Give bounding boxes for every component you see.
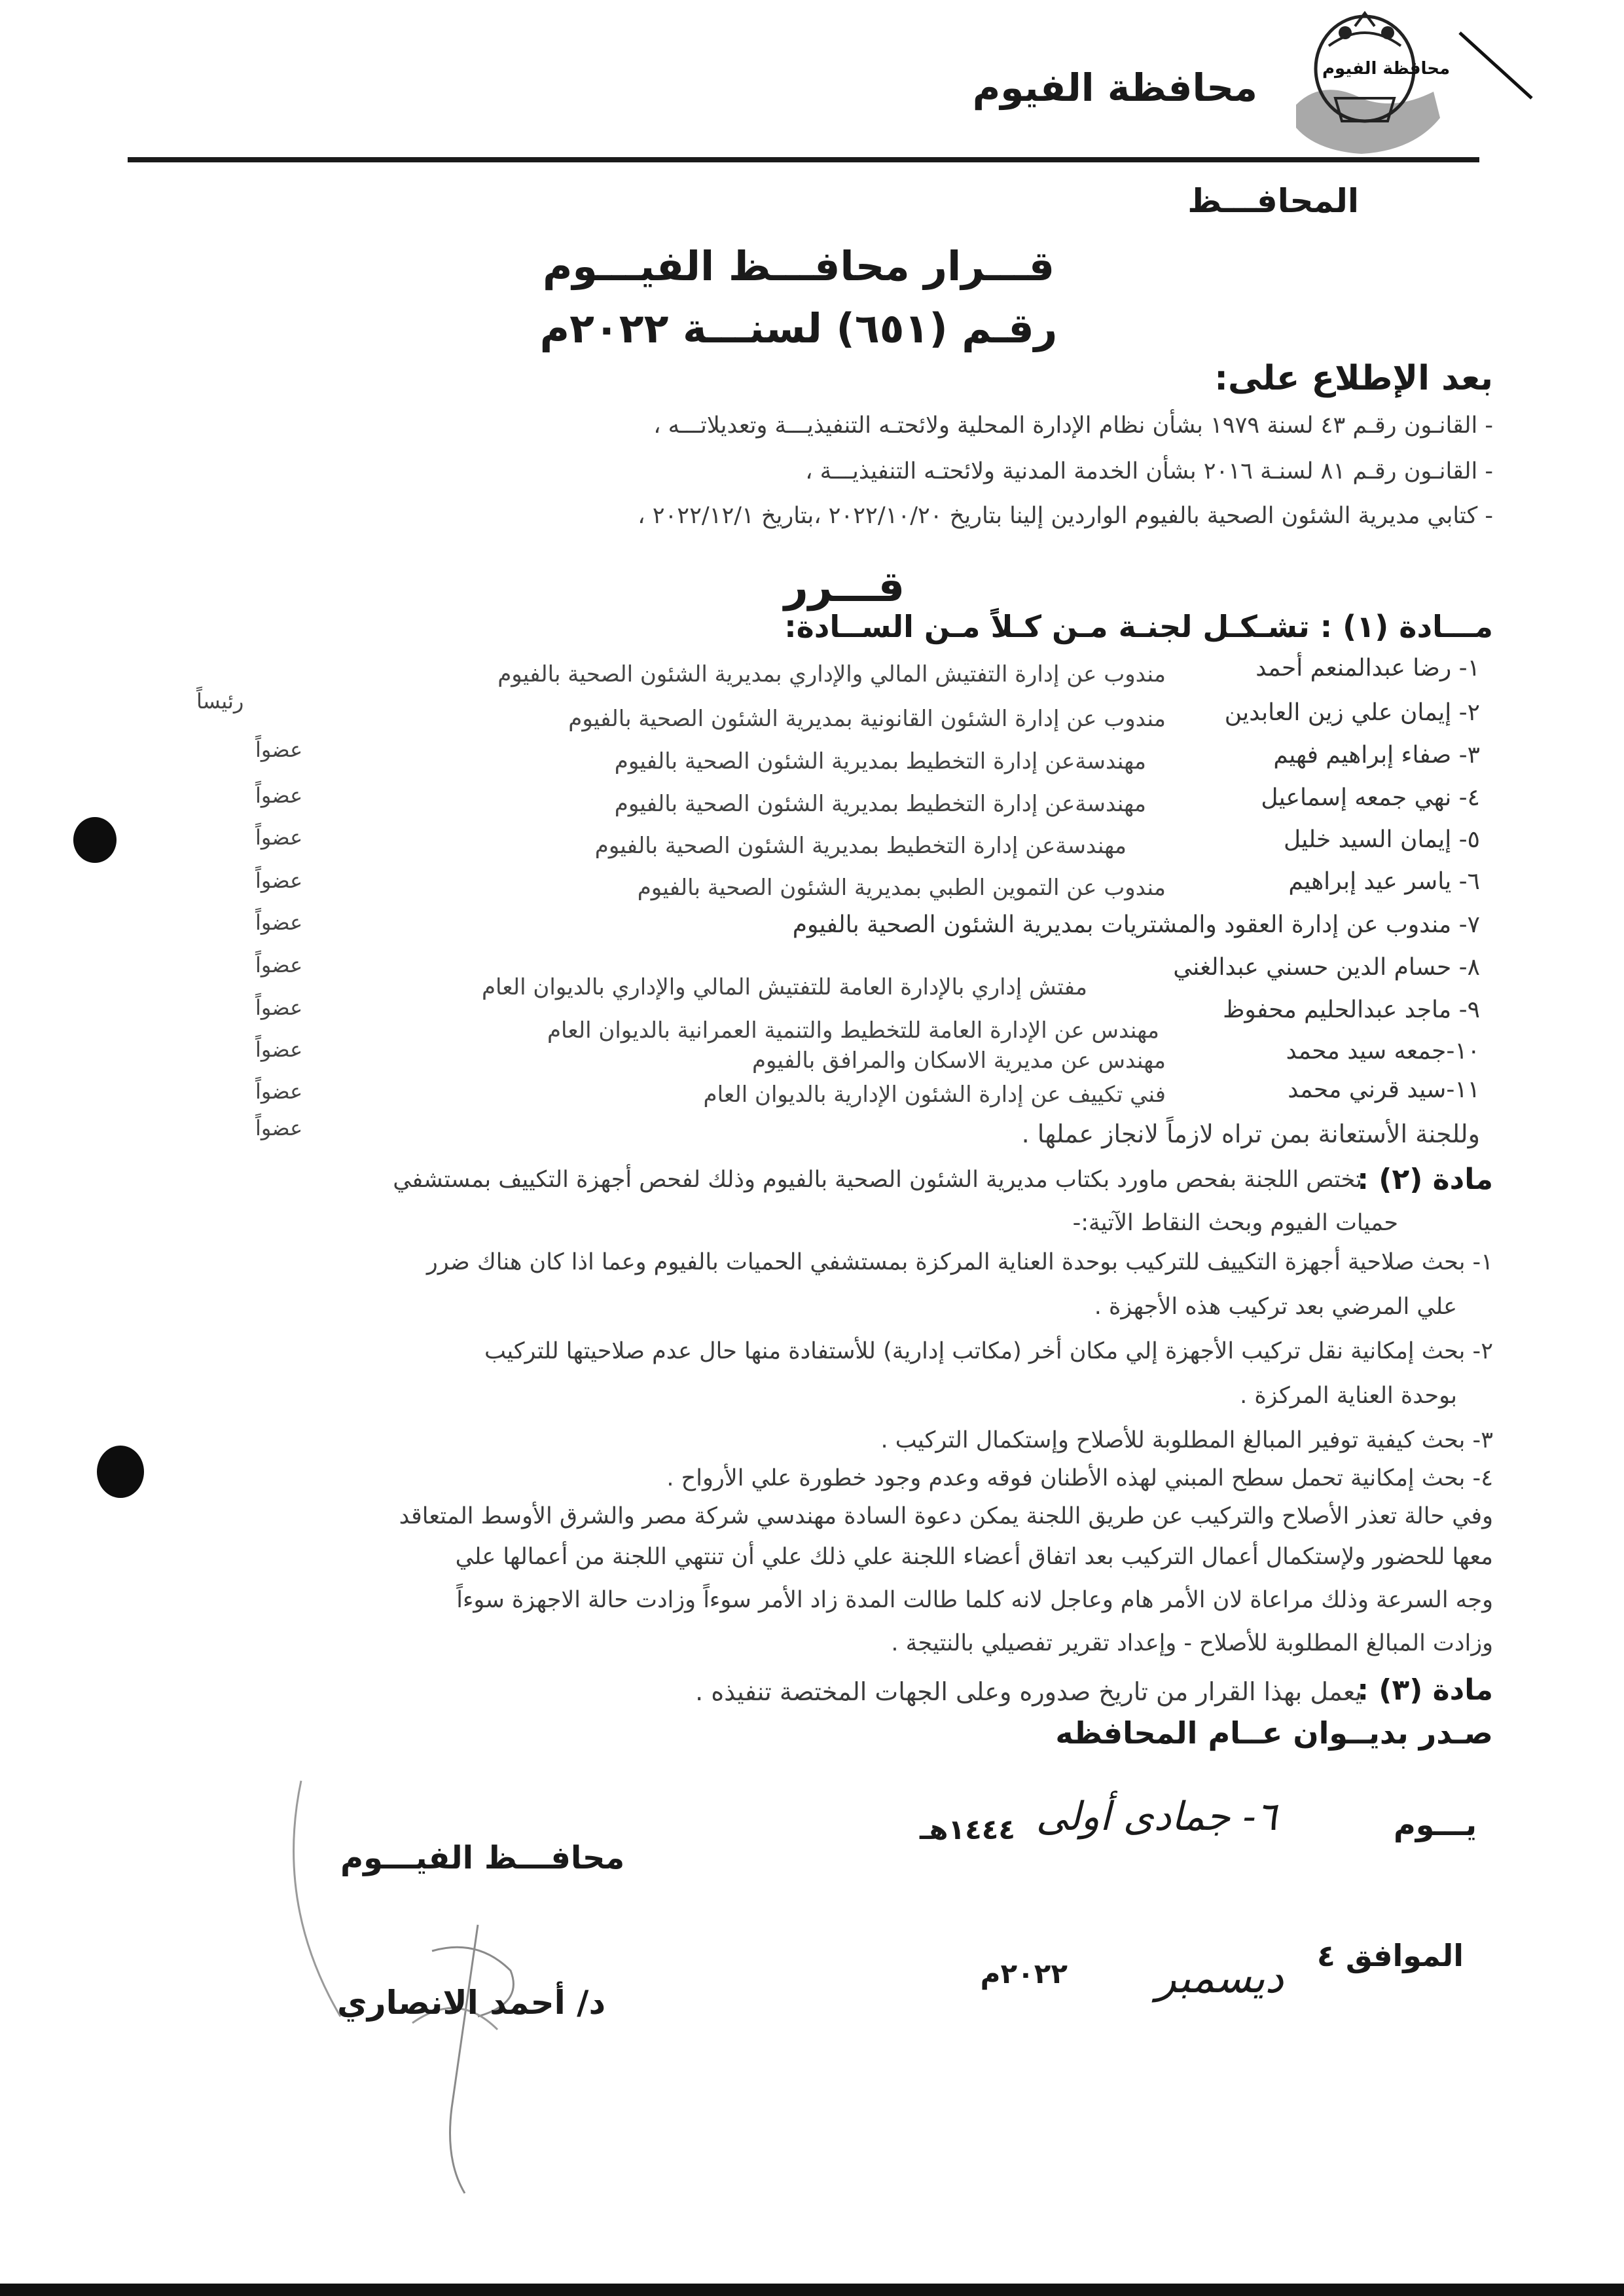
member-desc: مفتش إداري بالإدارة العامة للتفتيش المالي والإداري بالديوان العام [481,974,1087,1000]
member-role: عضواً [255,783,303,808]
member-desc: فني تكييف عن إدارة الشئون الإدارية بالديوان العام [703,1082,1166,1108]
corner-slash-mark [1453,26,1545,105]
scan-edge [0,2284,1624,2296]
punch-hole [73,817,117,863]
article1-closing: وللجنة الأستعانة بمن تراه لازماً لانجاز عملها . [1021,1120,1480,1148]
member-name: ٢- إيمان علي زين العابدين [1224,699,1480,726]
issued-at: صـدر بديــوان عــام المحافظه [1055,1715,1493,1751]
article2-text: تختص اللجنة بفحص ماورد بكتاب مديرية الشئون الصحية بالفيوم وذلك لفحص أجهزة التكييف بمستشفي [393,1167,1362,1193]
decree-title: قـــرار محافـــظ الفيـــوم [542,242,1055,290]
member-name: ١- رضا عبدالمنعم أحمد [1255,655,1480,682]
article2-heading: مادة (٢) : [1357,1163,1493,1196]
decree-number: رقـم (٦٥١) لسنـــة ٢٠٢٢م [539,304,1058,352]
governorate-name: محافظة الفيوم [972,65,1257,110]
member-role: عضواً [255,910,303,935]
emblem-text: محافظة الفيوم [1322,59,1451,79]
member-desc: مهندسةعن إدارة التخطيط بمديرية الشئون الصحية بالفيوم [614,748,1146,774]
preamble-heading: بعد الإطلاع على: [1214,359,1493,398]
member-name: ٣- صفاء إبراهيم فهيم [1273,742,1480,769]
member-name: ٤- نهي جمعه إسماعيل [1261,784,1480,811]
article2-paragraph: معها للحضور ولإستكمال أعمال التركيب بعد اتفاق أعضاء اللجنة علي ذلك علي أن تنتهي اللجنة من أعمالها علي [455,1544,1493,1570]
member-desc: مهندسةعن إدارة التخطيط بمديرية الشئون الصحية بالفيوم [614,791,1146,817]
date-muwafiq: الموافق ٤ [1316,1938,1464,1973]
article2-point: ١- بحث صلاحية أجهزة التكييف للتركيب بوحدة العناية المركزة بمستشفي الحميات بالفيوم وعما اذا كان هناك ضرر [426,1249,1493,1275]
preamble-item: - القانـون رقـم ٨١ لسنـة ٢٠١٦ بشأن الخدمة المدنية ولائحتـه التنفيذيـــة ، [805,458,1493,484]
date-hijri-year: ١٤٤٤هـ [919,1813,1015,1846]
member-role: عضواً [255,737,303,762]
preamble-item: - كتابي مديرية الشئون الصحية بالفيوم الواردين إلينا بتاريخ ٢٠٢٢/١٠/٢٠ ،بتاريخ ٢٠٢٢/١٢/١ ، [638,503,1493,529]
member-name: ٥- إيمان السيد خليل [1283,826,1480,853]
member-role: عضواً [255,1079,303,1104]
member-role: رئيساً [196,689,244,714]
header-rule [128,157,1479,162]
member-desc: مهندس عن مديرية الاسكان والمرافق بالفيوم [751,1048,1166,1074]
article2-paragraph: وجه السرعة وذلك مراعاة لان الأمر هام وعاجل لانه كلما طالت المدة زاد الأمر سوءاً وزادت حالة الاجهزة سوءاً [456,1587,1493,1613]
article2-paragraph: وفي حالة تعذر الأصلاح والتركيب عن طريق اللجنة يمكن دعوة السادة مهندسي شركة مصر والشرق الأوسط المتعاقد [399,1503,1493,1529]
member-desc: مهندسةعن إدارة التخطيط بمديرية الشئون الصحية بالفيوم [594,833,1127,859]
member-name: ٦- ياسر عيد إبراهيم [1288,868,1480,895]
article1-heading: مـــادة (١) : تشـكـل لجنـة مـن كـلاً مـن الســادة: [784,609,1493,644]
decision-heading: قـــرر [784,563,905,611]
member-name: ٨- حسام الدين حسني عبدالغني [1173,954,1480,981]
article2-point: بوحدة العناية المركزة . [1240,1383,1457,1409]
article2-paragraph: وزادت المبالغ المطلوبة للأصلاح - وإعداد تقرير تفصيلي بالنتيجة . [891,1630,1493,1656]
member-role: عضواً [255,953,303,977]
fayoum-governorate-emblem-icon [1283,7,1451,164]
member-name: ١٠-جمعه سيد محمد [1286,1038,1480,1065]
article2-text: حميات الفيوم وبحث النقاط الآتية:- [1072,1210,1398,1236]
signature-scribble [262,1741,628,2200]
date-hijri-handwritten: ٦- جمادى أولى [1036,1794,1277,1840]
office-label: المحافـــظ [1187,182,1359,220]
preamble-item: - القانـون رقـم ٤٣ لسنة ١٩٧٩ بشأن نظام الإدارة المحلية ولائحتـه التنفيذيـــة وتعديلاتـــه ، [653,412,1493,439]
member-role: عضواً [255,995,303,1020]
member-name: ٩- ماجد عبدالحليم محفوظ [1223,996,1480,1023]
punch-hole [97,1446,144,1498]
member-desc: مندوب عن إدارة التفتيش المالي والإداري بمديرية الشئون الصحية بالفيوم [497,661,1166,687]
date-day-label: يـــوم [1394,1807,1477,1842]
signature-name: د/ أحمد الانصاري [337,1984,606,2022]
member-name: ١١-سيد قرني محمد [1288,1076,1480,1103]
article2-point: ٤- بحث إمكانية تحمل سطح المبني لهذه الأطنان فوقه وعدم وجود خطورة علي الأرواح . [666,1465,1493,1491]
article2-point: ٣- بحث كيفية توفير المبالغ المطلوبة للأصلاح وإستكمال التركيب . [880,1427,1493,1453]
article3-heading: مادة (٣) : [1357,1673,1493,1707]
member-role: عضواً [255,825,303,850]
member-role: عضواً [255,868,303,893]
member-name: ٧- مندوب عن إدارة العقود والمشتريات بمديرية الشئون الصحية بالفيوم [792,911,1480,938]
article3-text: يعمل بهذا القرار من تاريخ صدوره وعلى الجهات المختصة تنفيذه . [695,1677,1362,1706]
member-role: عضواً [255,1037,303,1062]
member-desc: مهندس عن الإدارة العامة للتخطيط والتنمية العمرانية بالديوان العام [547,1017,1159,1044]
date-greg-year: ٢٠٢٢م [980,1958,1068,1990]
article2-point: ٢- بحث إمكانية نقل تركيب الأجهزة إلي مكان أخر (مكاتب إدارية) للأستفادة منها حال عدم صلاحيتها للتركيب [484,1338,1493,1364]
member-desc: مندوب عن التموين الطبي بمديرية الشئون الصحية بالفيوم [637,875,1166,901]
date-greg-handwritten: ديسمبر [1155,1954,1284,2003]
member-role: عضواً [255,1116,303,1140]
signature-title: محافـــظ الفيـــوم [340,1840,625,1876]
article2-point: علي المرضي بعد تركيب هذه الأجهزة . [1094,1294,1457,1320]
member-desc: مندوب عن إدارة الشئون القانونية بمديرية الشئون الصحية بالفيوم [568,706,1166,732]
